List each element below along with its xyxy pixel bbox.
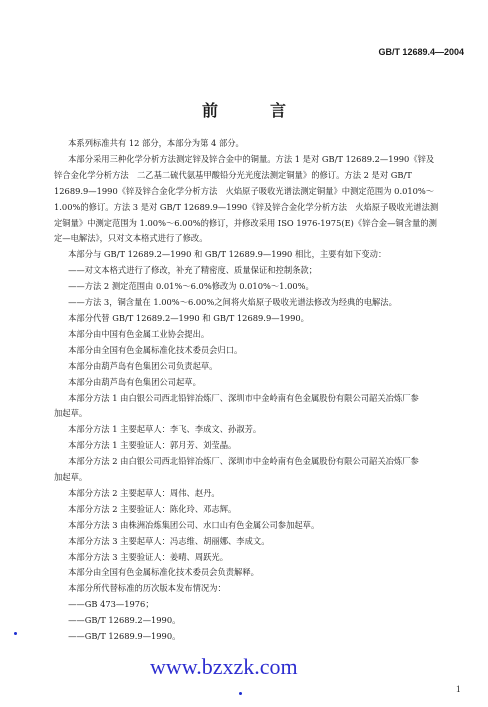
change-item: ——方法 3，铜含量在 1.00%～6.00%之间将火焰原子吸收光谱法修改为经典的电解法。	[68, 297, 397, 308]
paragraph: 本部分方法 2 由白银公司西北铅锌冶炼厂、深圳市中金岭南有色金属股份有限公司韶关冶炼厂参	[68, 456, 419, 467]
paragraph: 本部分方法 1 主要验证人：郭月芳、刘莹晶。	[68, 440, 237, 451]
paragraph: 本部分由全国有色金属标准化技术委员会归口。	[68, 344, 243, 355]
paragraph-continuation: 加起草。	[54, 472, 88, 483]
change-item: ——对文本格式进行了修改，补充了精密度、质量保证和控制条款；	[68, 265, 318, 276]
paragraph: 本系列标准共有 12 部分，本部分为第 4 部分。	[68, 138, 244, 148]
paragraph: 本部分由葫芦岛有色集团公司负责起草。	[68, 360, 218, 371]
paragraph: 本部分由中国有色金属工业协会提出。	[68, 328, 210, 339]
previous-edition-item: ——GB/T 12689.9—1990。	[68, 631, 181, 642]
paragraph-continuation: 加起草。	[54, 408, 88, 419]
watermark-url: www.bzxzk.com	[150, 654, 298, 679]
paragraph: 本部分方法 2 主要验证人：陈化玲、邓志辉。	[68, 503, 237, 514]
standard-code: GB/T 12689.4—2004	[378, 47, 464, 57]
previous-edition-item: ——GB 473—1976；	[68, 599, 154, 610]
paragraph: 本部分所代替标准的历次版本发布情况为：	[68, 583, 226, 594]
paragraph: 本部分由全国有色金属标准化技术委员会负责解释。	[68, 567, 259, 578]
paragraph-continuation: 锌合金化学分析方法 二乙基二硫代氨基甲酸铅分光光度法测定铜量》的修订。方法 2 是对 GB/T	[54, 169, 412, 180]
change-item: ——方法 2 测定范围由 0.01%～6.0%修改为 0.010%～1.00%。	[68, 281, 314, 292]
paragraph: 本部分方法 3 主要起草人：冯志维、胡丽娜、李成文。	[68, 535, 270, 546]
paragraph: 本部分方法 1 主要起草人：李飞、李成文、孙淑芳。	[68, 424, 262, 435]
previous-edition-item: ——GB/T 12689.2—1990。	[68, 615, 181, 626]
paragraph-continuation: 定铜量》中测定范围为 1.00%～6.00%的修订，并修改采用 ISO 1976-1975(E)《锌合金—铜含量的测	[54, 217, 437, 228]
paragraph: 本部分代替 GB/T 12689.2—1990 和 GB/T 12689.9—1990。	[68, 312, 309, 323]
paragraph: 本部分采用三种化学分析方法测定锌及锌合金中的铜量。方法 1 是对 GB/T 12689.2—1990《锌及	[68, 153, 435, 164]
paragraph: 本部分由葫芦岛有色集团公司起草。	[68, 376, 201, 387]
paragraph: 本部分方法 3 由株洲冶炼集团公司、水口山有色金属公司参加起草。	[68, 519, 320, 530]
paragraph-continuation: 12689.9—1990《锌及锌合金化学分析方法 火焰原子吸收光谱法测定铜量》中测定范围为 0.010%～	[54, 185, 435, 196]
paragraph: 本部分与 GB/T 12689.2—1990 和 GB/T 12689.9—1990 相比，主要有如下变动：	[68, 249, 387, 260]
document-body	[54, 136, 456, 645]
scan-dot	[239, 692, 242, 695]
paragraph: 本部分方法 3 主要验证人：姜晴、周跃光。	[68, 551, 229, 562]
paragraph-continuation: 1.00%的修订。方法 3 是对 GB/T 12689.9—1990《锌及锌合金化学分析方法 火焰原子吸收光谱法测	[54, 201, 439, 212]
scan-dot	[14, 632, 17, 635]
paragraph-continuation: 定—电解法》，只对文本格式进行了修改。	[54, 233, 208, 244]
paragraph: 本部分方法 2 主要起草人：周伟、赵丹。	[68, 487, 220, 498]
page-title: 前 言	[201, 101, 304, 120]
paragraph: 本部分方法 1 由白银公司西北铅锌冶炼厂、深圳市中金岭南有色金属股份有限公司韶关冶炼厂参	[68, 392, 419, 403]
page-number: 1	[456, 684, 461, 694]
